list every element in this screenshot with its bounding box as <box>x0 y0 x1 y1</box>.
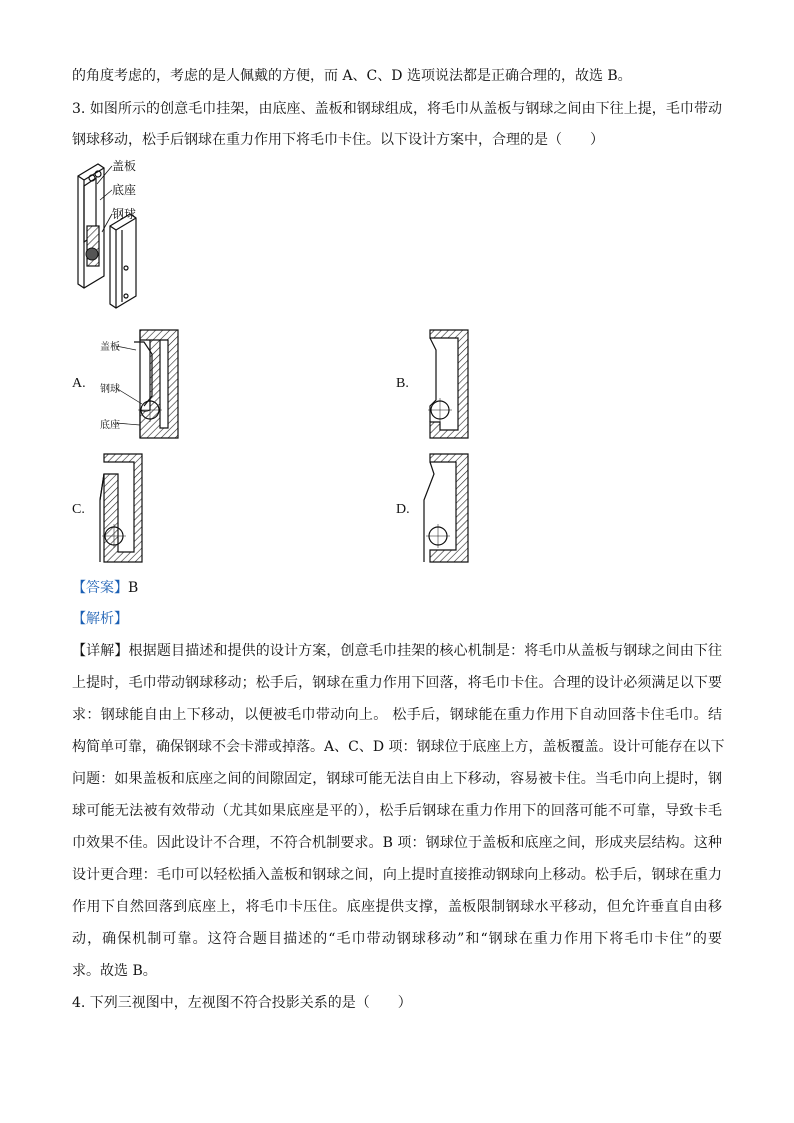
detail-text-1: 根据题目描述和提供的设计方案，创意毛巾挂架的核心机制是：将毛巾从盖板与钢球之间由下往 <box>128 643 723 659</box>
figure-label-ball: 钢球 <box>112 207 137 221</box>
question-3-line-1: 3. 如图所示的创意毛巾挂架，由底座、盖板和钢球组成，将毛巾从盖板与钢球之间由下往上提，毛巾带动 <box>72 101 722 117</box>
analysis-tag: 【解析】 <box>72 611 128 627</box>
detail-line-4: 构简单可靠，确保钢球不会卡滞或掉落。A、C、D 项：钢球位于底座上方，盖板覆盖。设计可能存在以下 <box>72 739 725 755</box>
option-c-label: C. <box>72 502 85 517</box>
answer-value: B <box>128 580 139 596</box>
detail-tag: 【详解】 <box>72 643 129 659</box>
option-d-diagram <box>420 454 480 564</box>
option-b-diagram <box>420 330 480 440</box>
detail-line-8: 设计更合理：毛巾可以轻松插入盖板和钢球之间，向上提时直接推动钢球向上移动。松手后，钢球在重力 <box>72 867 722 883</box>
towel-rack-figure <box>70 156 170 306</box>
answer-line <box>72 578 138 598</box>
option-a-label-base: 底座 <box>100 420 120 431</box>
option-b-label: B. <box>396 376 409 391</box>
option-a-label-cover: 盖板 <box>100 342 120 353</box>
option-a-label: A. <box>72 376 86 391</box>
answer-tag: 【答案】 <box>72 580 128 596</box>
prev-answer-line: 的角度考虑的，考虑的是人佩戴的方便，而 A、C、D 选项说法都是正确合理的，故选 B。 <box>72 68 632 84</box>
option-a-diagram <box>120 330 180 440</box>
detail-line-2: 上提时，毛巾带动钢球移动；松手后，钢球在重力作用下回落，将毛巾卡住。合理的设计必须满足以下要 <box>72 675 722 691</box>
detail-line-6: 球可能无法被有效带动（尤其如果底座是平的），松手后钢球在重力作用下的回落可能不可靠，导致卡毛 <box>72 803 722 819</box>
detail-line-3: 求：钢球能自由上下移动，以便被毛巾带动向上。 松手后，钢球能在重力作用下自动回落卡住毛巾。结 <box>72 707 722 723</box>
detail-line-10: 动，确保机制可靠。这符合题目描述的“毛巾带动钢球移动”和“钢球在重力作用下将毛巾卡住”的要 <box>72 931 722 947</box>
figure-label-base: 底座 <box>112 183 137 197</box>
question-4-line: 4. 下列三视图中，左视图不符合投影关系的是（ ） <box>72 995 412 1011</box>
detail-line-1 <box>72 641 722 661</box>
question-3-line-2: 钢球移动，松手后钢球在重力作用下将毛巾卡住。以下设计方案中，合理的是（ ） <box>72 132 604 148</box>
detail-line-11: 求。故选 B。 <box>72 963 157 979</box>
detail-line-9: 作用下自然回落到底座上，将毛巾卡压住。底座提供支撑，盖板限制钢球水平移动，但允许垂直自由移 <box>72 899 722 915</box>
detail-line-7: 巾效果不佳。因此设计不合理，不符合机制要求。B 项：钢球位于盖板和底座之间，形成夹层结构。这种 <box>72 835 722 851</box>
detail-line-5: 问题：如果盖板和底座之间的间隙固定，钢球可能无法自由上下移动，容易被卡住。当毛巾向上提时，钢 <box>72 771 722 787</box>
option-c-diagram <box>94 454 154 564</box>
option-d-label: D. <box>396 502 410 517</box>
figure-label-cover: 盖板 <box>112 159 137 173</box>
option-a-label-ball: 钢球 <box>100 384 120 395</box>
